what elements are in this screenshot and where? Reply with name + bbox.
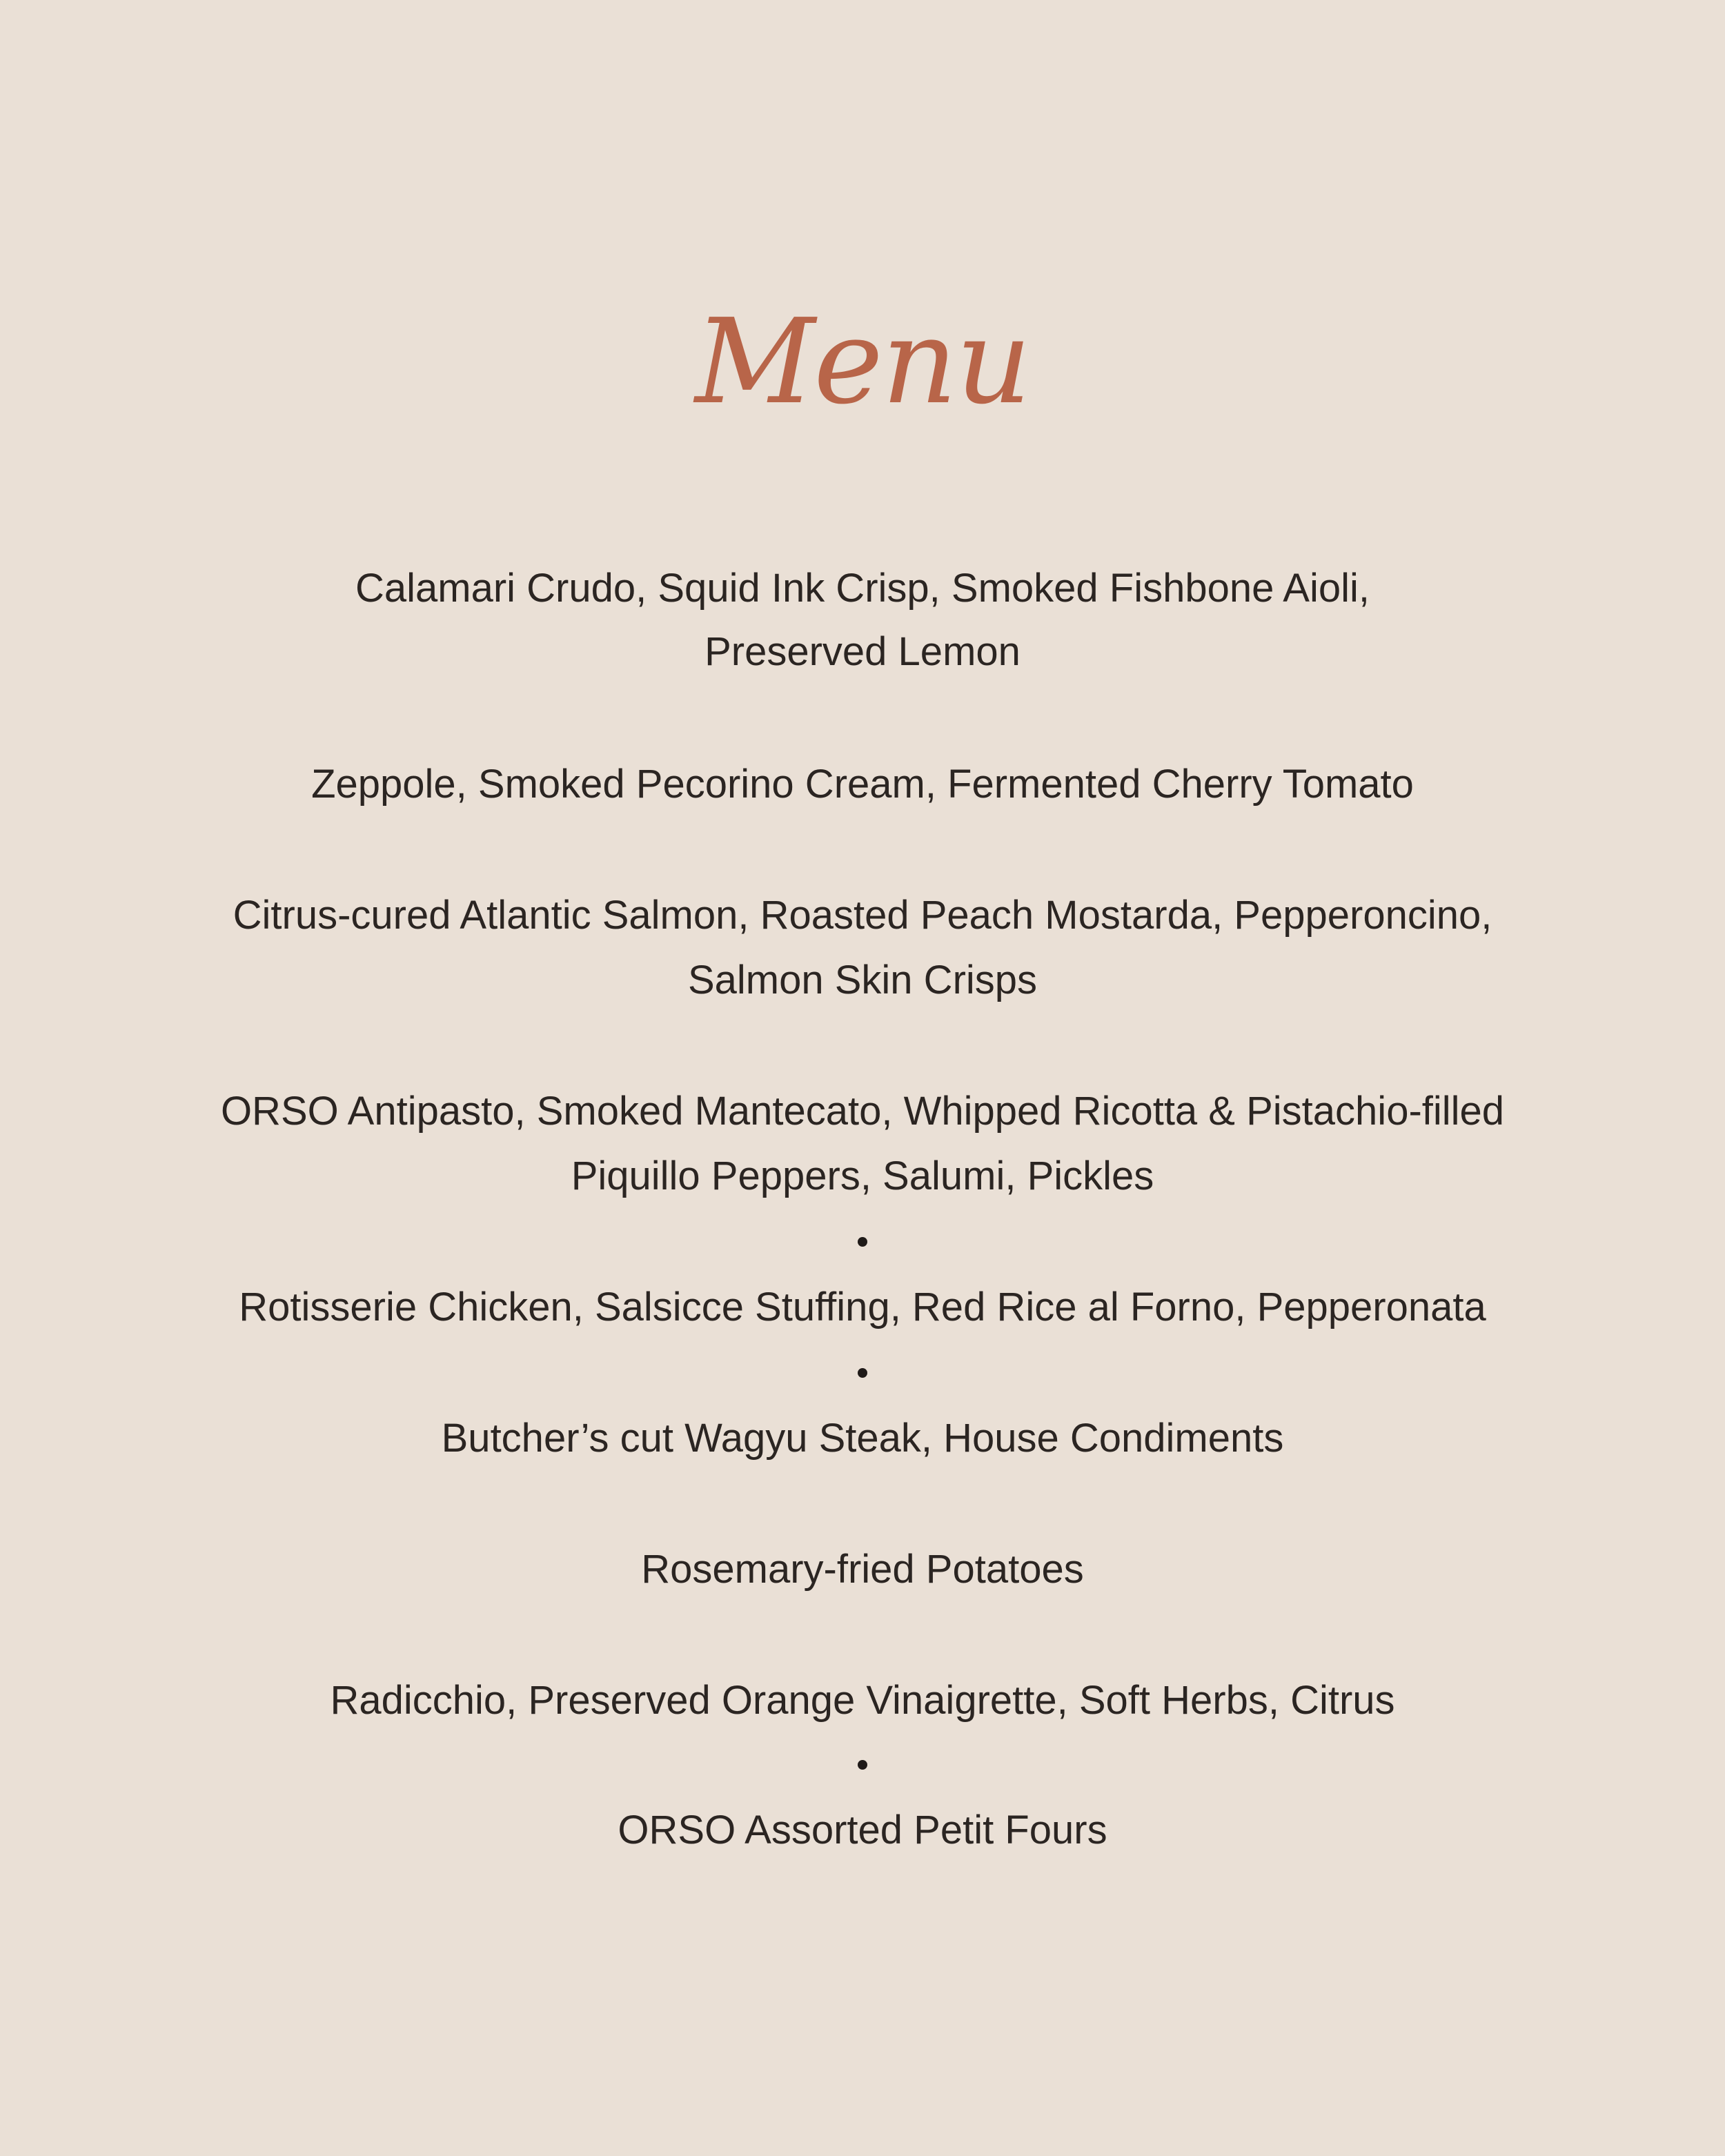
- separator-dot: [858, 1237, 867, 1247]
- separator-dot: [858, 1368, 867, 1378]
- menu-line-radicchio: Radicchio, Preserved Orange Vinaigrette, Soft Herbs, Citrus: [330, 1678, 1395, 1723]
- menu-line-potatoes: Rosemary-fried Potatoes: [641, 1547, 1084, 1592]
- menu-line-chicken: Rotisserie Chicken, Salsicce Stuffing, Red Rice al Forno, Pepperonata: [239, 1285, 1486, 1329]
- menu-line-calamari-2: Preserved Lemon: [704, 629, 1021, 674]
- separator-dot: [858, 1760, 867, 1770]
- menu-line-calamari-1: Calamari Crudo, Squid Ink Crisp, Smoked Fishbone Aioli,: [355, 566, 1370, 611]
- menu-line-petit-fours: ORSO Assorted Petit Fours: [618, 1808, 1107, 1852]
- menu-line-wagyu: Butcher’s cut Wagyu Steak, House Condiments: [441, 1416, 1284, 1461]
- menu-line-salmon-2: Salmon Skin Crisps: [687, 958, 1038, 1002]
- menu-line-zeppole: Zeppole, Smoked Pecorino Cream, Fermented Cherry Tomato: [311, 762, 1414, 807]
- menu-title: Menu: [695, 294, 1030, 431]
- menu-line-antipasto-2: Piquillo Peppers, Salumi, Pickles: [571, 1154, 1154, 1198]
- menu-line-antipasto-1: ORSO Antipasto, Smoked Mantecato, Whipped Ricotta & Pistachio-filled: [220, 1089, 1505, 1134]
- menu-line-salmon-1: Citrus-cured Atlantic Salmon, Roasted Peach Mostarda, Pepperoncino,: [233, 893, 1492, 938]
